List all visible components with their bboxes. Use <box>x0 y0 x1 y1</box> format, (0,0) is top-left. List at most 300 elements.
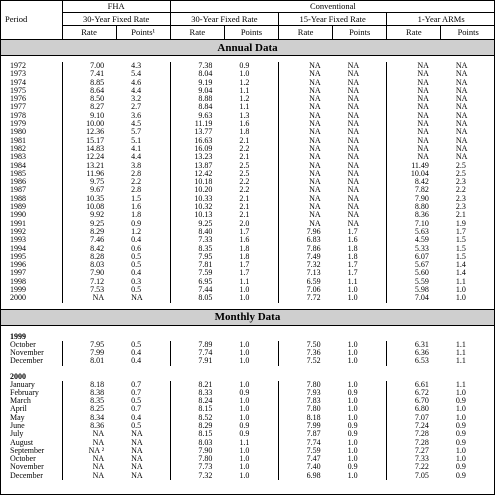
conv30-points-cell: 1.0 <box>224 472 278 480</box>
fha-rate-cell: NA <box>92 429 105 439</box>
conv-fixed30-header: 30-Year Fixed Rate <box>170 13 278 26</box>
conv30-rate-cell: 8.24 <box>198 396 213 406</box>
fha-points-cell: 0.5 <box>116 422 170 430</box>
conv15-points-cell: 1.0 <box>333 414 387 422</box>
conv30-rate-cell: 8.05 <box>198 293 213 303</box>
conv15-points-cell: NA <box>333 112 387 120</box>
arm-points-cell: NA <box>455 69 468 79</box>
arm-points-cell: 0.9 <box>455 420 466 430</box>
conv15-rate-cell: NA <box>309 135 321 145</box>
conv15-rate-cell: NA <box>309 168 321 178</box>
fha-rate-cell: NA <box>92 470 105 480</box>
arm-points-header: Points <box>457 27 479 38</box>
conv15-points-cell: 1.0 <box>333 455 387 463</box>
conv15-rate-cell: NA <box>309 177 321 187</box>
conv15-rate-cell: NA <box>309 110 321 120</box>
conv15-rate-cell: NA <box>309 193 321 203</box>
conv30-rate-cell: 16.63 <box>194 135 213 145</box>
conv30-rate-cell: 9.63 <box>198 110 213 120</box>
conv15-points-cell: 1.0 <box>333 357 387 365</box>
arm-points-cell: 0.9 <box>455 396 466 406</box>
period-cell: 1978 <box>0 112 62 120</box>
period-cell: 1992 <box>0 228 62 236</box>
conv15-points-cell: NA <box>333 87 387 95</box>
header-row-3 <box>0 26 495 40</box>
conv15-rate-cell: 7.49 <box>306 251 321 261</box>
conv15-rate-header: Rate <box>279 26 333 40</box>
fha-rate-cell: NA <box>92 293 105 303</box>
arm-rate-cell: NA <box>417 102 429 112</box>
arm-points-cell: 1.0 <box>455 285 466 295</box>
conv30-rate-cell: 7.95 <box>198 251 213 261</box>
conv15-rate-cell: 7.72 <box>306 293 321 303</box>
period-cell: 1975 <box>0 87 62 95</box>
arm-rate-cell: 7.82 <box>414 185 429 195</box>
period-cell: 1973 <box>0 70 62 78</box>
arm-points-cell: NA <box>455 110 468 120</box>
conv15-points-cell: NA <box>333 62 387 70</box>
conv15-rate-cell: NA <box>309 77 321 87</box>
fha-points-header: Points¹ <box>116 26 170 40</box>
conv30-rate-cell: 7.44 <box>198 285 213 295</box>
conv30-rate-cell: 7.73 <box>198 462 213 472</box>
conv15-points-cell: NA <box>333 120 387 128</box>
conv30-rate-cell: 7.33 <box>198 235 213 245</box>
conv30-rate-cell: 13.77 <box>194 127 213 137</box>
period-cell: June <box>0 422 62 430</box>
fha-points-cell: 0.5 <box>116 397 170 405</box>
conv15-points-cell: NA <box>333 178 387 186</box>
conv15-points-cell: 1.0 <box>333 381 387 389</box>
conv15-points-cell: 1.1 <box>333 278 387 286</box>
arm-rate-cell: 7.22 <box>414 462 429 472</box>
arm-rate-cell: 7.07 <box>414 412 429 422</box>
conv30-points-cell: 1.2 <box>224 95 278 103</box>
conv30-rate-cell: 8.21 <box>198 379 213 389</box>
conv15-rate-cell: 7.36 <box>306 347 321 357</box>
conv15-points-cell: 1.7 <box>333 261 387 269</box>
period-cell: September <box>0 447 62 455</box>
conv15-points-cell: 1.0 <box>333 349 387 357</box>
arm-rate-cell: 7.10 <box>414 218 429 228</box>
conv30-points-cell: 1.8 <box>224 245 278 253</box>
fha-points-cell: 0.4 <box>116 269 170 277</box>
conv15-points-cell: NA <box>333 95 387 103</box>
conv30-points-cell: 2.2 <box>224 186 278 194</box>
conv15-points-cell: 1.8 <box>333 245 387 253</box>
arm-rate-cell: 5.63 <box>414 226 429 236</box>
fha-points-cell: 2.7 <box>116 103 170 111</box>
conv15-points-cell: NA <box>333 153 387 161</box>
arm-rate-cell: NA <box>417 127 429 137</box>
conv30-points-cell: 2.1 <box>224 211 278 219</box>
arm-rate-cell: 6.61 <box>414 379 429 389</box>
arm-points-cell: NA <box>455 61 468 70</box>
conv30-points-cell: 0.9 <box>224 430 278 438</box>
conv30-rate-cell: 13.23 <box>194 152 213 162</box>
period-cell: July <box>0 430 62 438</box>
fha-points-cell: 2.8 <box>116 186 170 194</box>
fha-points-cell: 0.6 <box>116 245 170 253</box>
conv15-rate-cell: NA <box>309 152 321 162</box>
fha-points-cell: 1.6 <box>116 203 170 211</box>
conv30-points-cell: 2.5 <box>224 170 278 178</box>
fha-points-cell: 0.4 <box>116 349 170 357</box>
conv30-rate-cell: 7.90 <box>198 445 213 455</box>
fha-points-cell: 2.8 <box>116 170 170 178</box>
arm-points-cell: 2.1 <box>455 210 466 220</box>
arm-points-cell: 1.0 <box>455 293 466 303</box>
conv30-rate-cell: 10.18 <box>194 177 213 187</box>
arm-rate-cell: 8.36 <box>414 210 429 220</box>
conv30-rate-cell: 11.19 <box>194 119 213 129</box>
conv30-rate-cell: 10.20 <box>194 185 213 195</box>
arm-points-cell: NA <box>455 143 468 153</box>
conv30-points-cell: 1.0 <box>224 349 278 357</box>
fha-points-cell: 0.3 <box>116 278 170 286</box>
conv30-rate-cell: 8.15 <box>198 429 213 439</box>
arm-rate-cell: 5.60 <box>414 268 429 278</box>
arm-rate-cell: 6.07 <box>414 251 429 261</box>
conv30-points-cell: 2.0 <box>224 220 278 228</box>
arm-points-cell: 2.3 <box>455 177 466 187</box>
period-cell: 1993 <box>0 236 62 244</box>
conv30-rate-cell: 16.09 <box>194 143 213 153</box>
arm-points-cell: NA <box>455 102 468 112</box>
period-cell: March <box>0 397 62 405</box>
period-cell: 1994 <box>0 245 62 253</box>
arm-rate-cell: 4.59 <box>414 235 429 245</box>
conv30-rate-cell: 9.04 <box>198 85 213 95</box>
fha-header: FHA <box>62 0 170 13</box>
period-cell: 1987 <box>0 186 62 194</box>
arm-rate-cell: 7.28 <box>414 429 429 439</box>
conv30-rate-cell: 9.19 <box>198 77 213 87</box>
arm-points-cell: 1.9 <box>455 218 466 228</box>
period-cell: 1981 <box>0 137 62 145</box>
conv15-rate-cell: 7.50 <box>306 339 321 349</box>
arm-rate-cell: NA <box>417 143 429 153</box>
fha-points-cell: 0.5 <box>116 341 170 349</box>
arm-points-cell: NA <box>455 85 468 95</box>
fha-points-cell: NA <box>116 430 170 438</box>
conv15-points-cell: NA <box>333 186 387 194</box>
fha-rate-cell: 8.29 <box>90 226 105 236</box>
conv15-rate-cell: NA <box>309 94 321 104</box>
conv15-points-cell: NA <box>333 128 387 136</box>
conv30-points-cell: 1.0 <box>224 414 278 422</box>
period-cell: 1989 <box>0 203 62 211</box>
conv30-points-cell: 2.1 <box>224 137 278 145</box>
conv15-rate-cell: NA <box>309 119 321 129</box>
arm-rate-cell: 7.28 <box>414 437 429 447</box>
conv15-rate-cell: NA <box>309 160 321 170</box>
conv30-rate-cell: 8.15 <box>198 404 213 414</box>
arm-rate-cell: 6.72 <box>414 387 429 397</box>
conv30-rate-header: Rate <box>170 26 224 40</box>
arm-rate-cell: 5.67 <box>414 260 429 270</box>
fha-rate-cell: NA <box>92 437 105 447</box>
conv30-points-cell: 1.6 <box>224 236 278 244</box>
arm-rate-cell: 11.49 <box>411 160 429 170</box>
period-cell: 1977 <box>0 103 62 111</box>
conv30-rate-cell: 8.03 <box>198 437 213 447</box>
arm-points-cell: 1.4 <box>455 268 466 278</box>
conv30-points-cell: 2.1 <box>224 195 278 203</box>
fha-points-cell: 0.7 <box>116 405 170 413</box>
fha-rate-cell: 8.01 <box>90 356 105 366</box>
period-cell: 1983 <box>0 153 62 161</box>
arm-points-cell: 1.7 <box>455 226 466 236</box>
fha-rate-cell: 8.28 <box>90 251 105 261</box>
conv15-points-cell: 1.0 <box>333 294 387 302</box>
period-cell: 1995 <box>0 253 62 261</box>
fha-rate-cell: 15.17 <box>86 135 105 145</box>
conv15-points-cell: 0.9 <box>333 389 387 397</box>
conv15-points-cell: 1.0 <box>333 439 387 447</box>
fha-rate-cell: 9.75 <box>90 177 105 187</box>
period-cell: 1974 <box>0 79 62 87</box>
conv30-points-cell: 2.2 <box>224 178 278 186</box>
arm-rate-header: Rate <box>387 26 441 40</box>
conv15-points-cell: 1.0 <box>333 405 387 413</box>
fha-points-cell: 0.5 <box>116 286 170 294</box>
arm-rate-cell: NA <box>417 85 429 95</box>
period-cell: 1976 <box>0 95 62 103</box>
arm-rate-cell: 7.27 <box>414 445 429 455</box>
conv15-points-cell: 1.0 <box>333 447 387 455</box>
period-cell: 1998 <box>0 278 62 286</box>
conv30-rate-cell: 10.32 <box>194 202 213 212</box>
fha-rate-cell: NA ² <box>88 445 105 455</box>
conv30-points-cell: 1.8 <box>224 253 278 261</box>
period-cell: December <box>0 472 62 480</box>
conv15-rate-cell: 7.99 <box>306 420 321 430</box>
conv15-points-cell: 1.7 <box>333 228 387 236</box>
arm-points-cell: 1.0 <box>455 454 466 464</box>
conv30-rate-cell: 8.35 <box>198 243 213 253</box>
conv30-points-cell: 1.0 <box>224 70 278 78</box>
arm-rate-cell: 6.36 <box>414 347 429 357</box>
arm-rate-cell: NA <box>417 110 429 120</box>
arm-rate-cell: NA <box>417 61 429 70</box>
conv15-points-cell: 1.8 <box>333 253 387 261</box>
conv30-points-cell: 1.7 <box>224 269 278 277</box>
conv30-points-cell: 1.7 <box>224 261 278 269</box>
fha-points-cell: 0.4 <box>116 414 170 422</box>
conv30-points-cell: 1.6 <box>224 120 278 128</box>
fha-points-cell: 4.6 <box>116 79 170 87</box>
conv15-rate-cell: 7.93 <box>306 387 321 397</box>
fha-rate-cell: 8.03 <box>90 260 105 270</box>
conv15-rate-cell: NA <box>309 127 321 137</box>
conv30-points-cell: 0.9 <box>224 389 278 397</box>
fha-rate-cell: 10.35 <box>86 193 105 203</box>
fha-rate-cell: 7.90 <box>90 268 105 278</box>
arm-points-cell: NA <box>455 152 468 162</box>
arm-points-cell: 0.9 <box>455 429 466 439</box>
conv15-points-cell: NA <box>333 137 387 145</box>
fha-rate-cell: 14.83 <box>86 143 105 153</box>
conv15-points-cell: 1.0 <box>333 472 387 480</box>
fha-rate-cell: 7.53 <box>90 285 105 295</box>
conv30-points-cell: 1.0 <box>224 405 278 413</box>
fha-rate-cell: 7.46 <box>90 235 105 245</box>
conv15-rate-cell: 6.83 <box>306 235 321 245</box>
arm-points-cell: 1.5 <box>455 243 466 253</box>
arm-points-cell: NA <box>455 77 468 87</box>
conv15-rate-cell: 7.86 <box>306 243 321 253</box>
conv30-rate-cell: 7.89 <box>198 339 213 349</box>
conv30-points-cell: 1.0 <box>224 294 278 302</box>
conv-fixed15-header: 15-Year Fixed Rate <box>279 13 387 26</box>
conv30-rate-cell: 8.84 <box>198 102 213 112</box>
period-cell: 1972 <box>0 62 62 70</box>
fha-rate-cell: 7.95 <box>90 339 105 349</box>
conv15-points-cell: NA <box>333 103 387 111</box>
fha-rate-cell: 12.24 <box>86 152 105 162</box>
period-cell: November <box>0 463 62 471</box>
conv30-points-cell: 1.8 <box>224 128 278 136</box>
arm-points-cell: NA <box>455 135 468 145</box>
conv15-rate-cell: 7.96 <box>306 226 321 236</box>
fha-points-cell: 0.5 <box>116 253 170 261</box>
period-cell: December <box>0 357 62 365</box>
year-label-1999: 1999 <box>10 331 26 341</box>
conv15-rate-cell: 7.74 <box>306 437 321 447</box>
fha-rate-cell: 8.35 <box>90 396 105 406</box>
conv30-rate-cell: 6.95 <box>198 276 213 286</box>
conv15-rate-cell: 8.18 <box>306 412 321 422</box>
fha-points-cell: 4.4 <box>116 87 170 95</box>
conv30-points-cell: 1.0 <box>224 455 278 463</box>
conv30-rate-cell: 8.88 <box>198 94 213 104</box>
fha-rate-cell: 8.42 <box>90 243 105 253</box>
period-cell: October <box>0 455 62 463</box>
arm-rate-cell: 7.05 <box>414 470 429 480</box>
fha-rate-cell: NA <box>92 462 105 472</box>
arm-points-cell: 2.5 <box>455 168 466 178</box>
arm-points-cell: 1.1 <box>455 276 466 286</box>
period-cell: November <box>0 349 62 357</box>
arm-rate-cell: 6.31 <box>414 339 429 349</box>
conv30-rate-cell: 8.33 <box>198 387 213 397</box>
conv30-rate-cell: 12.42 <box>194 168 213 178</box>
monthly-section-header <box>0 309 495 325</box>
arm-rate-cell: 7.24 <box>414 420 429 430</box>
fha-rate-cell: 8.34 <box>90 412 105 422</box>
conv30-rate-cell: 7.38 <box>198 61 213 70</box>
arm-rate-cell: 7.33 <box>414 454 429 464</box>
conv15-rate-cell: 7.87 <box>306 429 321 439</box>
fha-points-cell: 0.7 <box>116 389 170 397</box>
arm-points-cell: 1.0 <box>455 445 466 455</box>
arm-rate-cell: 6.70 <box>414 396 429 406</box>
conv30-points-cell: 2.5 <box>224 162 278 170</box>
fha-rate-cell: 9.92 <box>90 210 105 220</box>
conv30-rate-cell: 8.04 <box>198 69 213 79</box>
conv15-points-cell: 0.9 <box>333 463 387 471</box>
monthly-row <box>0 472 495 480</box>
arm-points-cell: 0.9 <box>455 437 466 447</box>
conv30-rate-cell: 7.59 <box>198 268 213 278</box>
conv30-points-cell: 1.1 <box>224 103 278 111</box>
conv15-points-cell: 0.9 <box>333 430 387 438</box>
conv15-rate-cell: NA <box>309 61 321 70</box>
arm-points-cell: 1.1 <box>455 347 466 357</box>
year-label-2000: 2000 <box>10 371 26 381</box>
conv15-rate-cell: 7.06 <box>306 285 321 295</box>
conv15-rate-cell: 7.32 <box>306 260 321 270</box>
arm-points-cell: 1.1 <box>455 339 466 349</box>
arm-rate-cell: NA <box>417 69 429 79</box>
conv15-rate-cell: NA <box>309 218 321 228</box>
fha-rate-cell: 9.25 <box>90 218 105 228</box>
conv30-points-cell: 1.0 <box>224 463 278 471</box>
fha-points-cell: 4.5 <box>116 120 170 128</box>
arm-points-cell: 1.1 <box>455 356 466 366</box>
arm-rate-cell: 6.53 <box>414 356 429 366</box>
arm-points-cell: 1.5 <box>455 251 466 261</box>
conv15-points-cell: 1.6 <box>333 236 387 244</box>
conv15-rate-cell: 7.13 <box>306 268 321 278</box>
period-cell: 1982 <box>0 145 62 153</box>
conv30-points-cell: 1.1 <box>224 87 278 95</box>
period-cell: January <box>0 381 62 389</box>
conv30-points-cell: 1.3 <box>224 112 278 120</box>
conv15-rate-cell: 7.52 <box>306 356 321 366</box>
arm-rate-cell: 6.80 <box>414 404 429 414</box>
fha-points-cell: 4.3 <box>116 62 170 70</box>
arm-points-cell: NA <box>455 119 468 129</box>
period-cell: 1991 <box>0 220 62 228</box>
conv15-points-cell: NA <box>333 203 387 211</box>
arm-rate-cell: NA <box>417 135 429 145</box>
fha-points-cell: 4.4 <box>116 153 170 161</box>
conv15-rate-cell: 7.47 <box>306 454 321 464</box>
period-cell: October <box>0 341 62 349</box>
conv30-rate-cell: 8.52 <box>198 412 213 422</box>
arm-points-cell: 2.3 <box>455 193 466 203</box>
header-row-2 <box>0 13 495 26</box>
period-cell: May <box>0 414 62 422</box>
fha-rate-cell: 10.00 <box>86 119 105 129</box>
arm-points-cell: 1.1 <box>455 379 466 389</box>
fha-rate-cell: 7.99 <box>90 347 105 357</box>
fha-points-cell: 5.4 <box>116 70 170 78</box>
conv15-rate-cell: 7.80 <box>306 379 321 389</box>
conv30-points-cell: 1.2 <box>224 79 278 87</box>
arm-points-cell: 1.0 <box>455 387 466 397</box>
arm-points-cell: 2.3 <box>455 202 466 212</box>
fha-rate-cell: NA <box>92 454 105 464</box>
arm-rate-cell: NA <box>417 119 429 129</box>
conv30-points-cell: 2.1 <box>224 153 278 161</box>
fha-points-cell: NA <box>116 455 170 463</box>
fha-rate-cell: 8.50 <box>90 94 105 104</box>
fha-rate-cell: 8.64 <box>90 85 105 95</box>
arm-points-cell: 0.9 <box>455 462 466 472</box>
conv30-points-cell: 1.0 <box>224 341 278 349</box>
fha-rate-cell: 8.85 <box>90 77 105 87</box>
arm-points-cell: NA <box>455 94 468 104</box>
fha-points-cell: 0.4 <box>116 357 170 365</box>
conv15-points-cell: 1.0 <box>333 397 387 405</box>
fha-rate-cell: 7.12 <box>90 276 105 286</box>
conv30-points-cell: 1.1 <box>224 439 278 447</box>
arm-points-cell: 1.5 <box>455 235 466 245</box>
period-cell: 1997 <box>0 269 62 277</box>
